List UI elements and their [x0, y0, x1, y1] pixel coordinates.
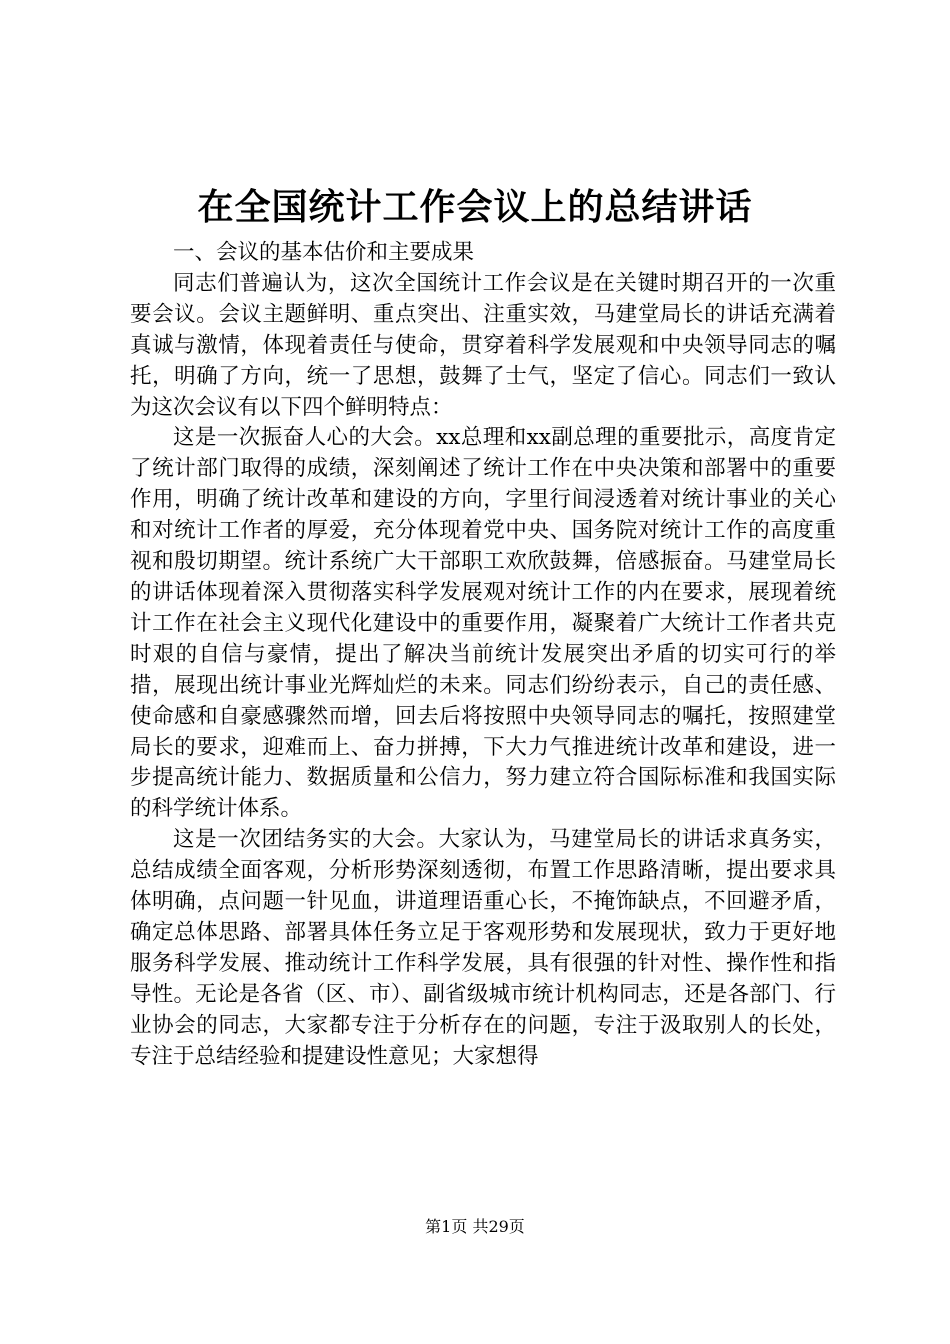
page-footer: 第1页 共29页 — [425, 1217, 525, 1236]
section-heading: 一、会议的基本估价和主要成果 — [173, 240, 475, 265]
paragraph-3: 这是一次团结务实的大会。大家认为，马建堂局长的讲话求真务实，总结成绩全面客观，分析形势深刻透彻，布置工作思路清晰，提出要求具体明确，点问题一针见血，讲道理语重心长，不掩饰缺点，不回避矛盾，确定总体思路、部署具体任务立足于客观形势和发展现状，致力于更好地服务科学发展、推动统计工作科学发展，具有很强的针对性、操作性和指导性。无论是各省（区、市）、副省级城市统计机构同志，还是各部门、行业协会的同志，大家都专注于分析存在的问题，专注于汲取别人的长处，专注于总结经验和提建设性意见；大家想得 — [130, 827, 836, 1069]
paragraph-2: 这是一次振奋人心的大会。xx总理和xx副总理的重要批示，高度肯定了统计部门取得的成绩，深刻阐述了统计工作在中央决策和部署中的重要作用，明确了统计改革和建设的方向，字里行间浸透着对统计事业的关心和对统计工作者的厚爱，充分体现着党中央、国务院对统计工作的高度重视和殷切期望。统计系统广大干部职工欢欣鼓舞，倍感振奋。马建堂局长的讲话体现着深入贯彻落实科学发展观对统计工作的内在要求，展现着统计工作在社会主义现代化建设中的重要作用，凝聚着广大统计工作者共克时艰的自信与豪情，提出了解决当前统计发展突出矛盾的切实可行的举措，展现出统计事业光辉灿烂的未来。同志们纷纷表示，自己的责任感、使命感和自豪感骤然而增，回去后将按照中央领导同志的嘱托，按照建堂局长的要求，迎难而上、奋力拼搏，下大力气推进统计改革和建设，进一步提高统计能力、数据质量和公信力，努力建立符合国际标准和我国实际的科学统计体系。 — [130, 425, 836, 822]
paragraph-1: 同志们普遍认为，这次全国统计工作会议是在关键时期召开的一次重要会议。会议主题鲜明、重点突出、注重实效，马建堂局长的讲话充满着真诚与激情，体现着责任与使命，贯穿着科学发展观和中央领导同志的嘱托，明确了方向，统一了思想，鼓舞了士气，坚定了信心。同志们一致认为这次会议有以下四个鲜明特点： — [130, 270, 836, 420]
document-title: 在全国统计工作会议上的总结讲话 — [197, 187, 753, 228]
document-body — [130, 238, 836, 1072]
